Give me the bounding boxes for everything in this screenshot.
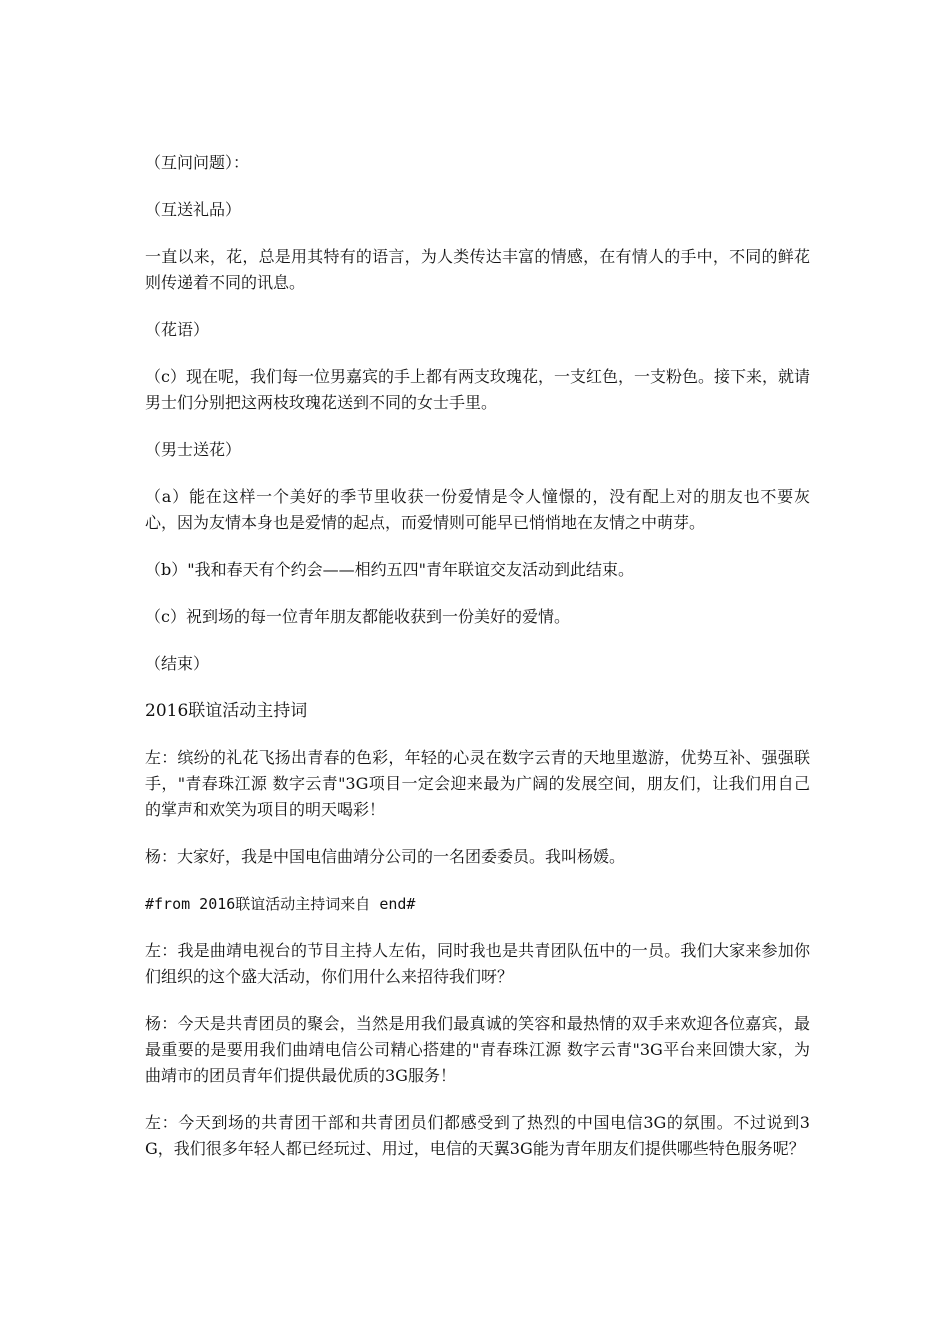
paragraph-men-give-flowers: （男士送花） <box>145 440 242 459</box>
paragraph-flower-language: （花语） <box>145 320 210 339</box>
paragraph-host-left-opening: 左：缤纷的礼花飞扬出青春的色彩，年轻的心灵在数字云青的天地里遨游，优势互补、强强联手，"青春珠江源 数字云青"3G项目一定会迎来最为广阔的发展空间，朋友们，让我们用自己的掌声和欢笑为项目的明天喝彩！ <box>145 748 810 819</box>
paragraph-gift-exchange: （互送礼品） <box>145 200 242 219</box>
paragraph-love-season: （a）能在这样一个美好的季节里收获一份爱情是令人憧憬的，没有配上对的朋友也不要灰心，因为友情本身也是爱情的起点，而爱情则可能早已悄悄地在友情之中萌芽。 <box>145 487 810 532</box>
document-body <box>145 150 810 1183</box>
section-title: 2016联谊活动主持词 <box>145 701 308 721</box>
paragraph-event-end: （b）"我和春天有个约会——相约五四"青年联谊交友活动到此结束。 <box>145 560 634 579</box>
paragraph-host-yang-welcome: 杨：今天是共青团员的聚会，当然是用我们最真诚的笑容和最热情的双手来欢迎各位嘉宾，最最重要的是要用我们曲靖电信公司精心搭建的"青春珠江源 数字云青"3G平台来回馈大家，为曲靖市的团员青年们提供最优质的3G服务！ <box>145 1014 810 1085</box>
paragraph-host-left-3g: 左：今天到场的共青团干部和共青团员们都感受到了热烈的中国电信3G的氛围。不过说到3G，我们很多年轻人都已经玩过、用过，电信的天翼3G能为青年朋友们提供哪些特色服务呢？ <box>145 1113 810 1158</box>
paragraph-roses: （c）现在呢，我们每一位男嘉宾的手上都有两支玫瑰花，一支红色，一支粉色。接下来，就请男士们分别把这两枝玫瑰花送到不同的女士手里。 <box>145 367 810 412</box>
source-marker: #from 2016联谊活动主持词来自 end# <box>145 895 416 913</box>
paragraph-host-left-intro: 左：我是曲靖电视台的节目主持人左佑，同时我也是共青团队伍中的一员。我们大家来参加你们组织的这个盛大活动，你们用什么来招待我们呀？ <box>145 941 810 986</box>
paragraph-host-yang-intro: 杨：大家好，我是中国电信曲靖分公司的一名团委委员。我叫杨媛。 <box>145 847 626 866</box>
paragraph-flowers-intro: 一直以来，花，总是用其特有的语言，为人类传达丰富的情感，在有情人的手中，不同的鲜花则传递着不同的讯息。 <box>145 247 810 292</box>
paragraph-closing: （结束） <box>145 654 210 673</box>
paragraph-wishes: （c）祝到场的每一位青年朋友都能收获到一份美好的爱情。 <box>145 607 570 626</box>
paragraph-mutual-questions: （互问问题）： <box>145 153 250 172</box>
